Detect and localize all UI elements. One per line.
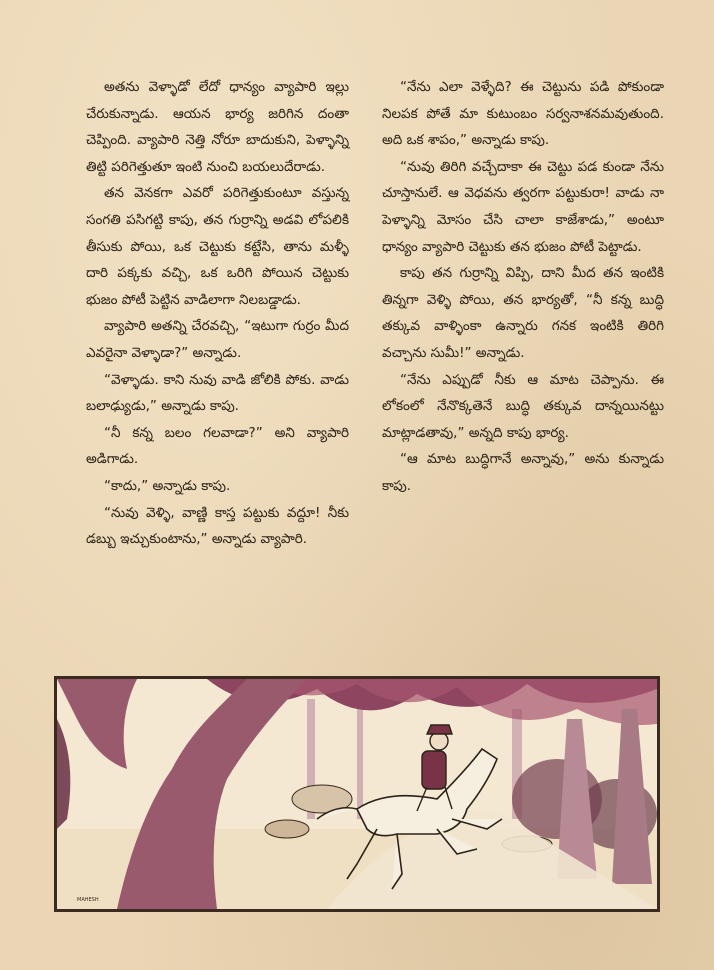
paragraph: అతను వెళ్ళాడో లేదో ధాన్యం వ్యాపారి ఇల్లు చేరుకున్నాడు. ఆయన భార్య జరిగిన దంతా చెప్పింది. వ్యాపారి నెత్తి నోరూ బాదుకుని, పెళ్ళాన్ని తిట్టి పరిగెత్తుతూ ఇంటి నుంచి బయలుదేరాడు.: [86, 79, 349, 175]
paragraph: కాపు తన గుర్రాన్ని విప్పి, దాని మీద తన ఇంటికి తిన్నగా వెళ్ళి పోయి, తన భార్యతో, “నీ కన్న బుద్ధి తక్కువ వాళ్ళింకా ఉన్నారు గనక ఇంటికి తిరిగి వచ్చాను సుమీ!” అన్నాడు.: [382, 265, 664, 361]
paragraph: “నువు తిరిగి వచ్చేదాకా ఈ చెట్టు పడ కుండా నేను చూస్తానులే. ఆ వెధవను త్వరగా పట్టుకురా! వాడు నా పెళ్ళాన్ని మోసం చేసి చాలా కాజేశాడు,” అంటూ ధాన్యం వ్యాపారి చెట్టుకు తన భుజం పోటీ పెట్టాడు.: [382, 158, 664, 255]
paragraph: “నీ కన్న బలం గలవాడా?” అని వ్యాపారి అడిగాడు.: [86, 424, 349, 468]
paragraph: “నేను ఎలా వెళ్ళేది? ఈ చెట్టును పడి పోకుండా నిలపక పోతే మా కుటుంబం సర్వనాశనమవుతుంది. అది ఒక శాపం,” అన్నాడు కాపు.: [382, 79, 664, 149]
forest-rider-illustration: [54, 676, 660, 912]
paragraph: తన వెనకగా ఎవరో పరిగెత్తుకుంటూ వస్తున్న సంగతి పసిగట్టి కాపు, తన గుర్రాన్ని అడవి లోపలికి తీసుకు పోయి, ఒక చెట్టుకు కట్టేసి, తాను మళ్ళీ దారి పక్కకు వచ్చి, ఒక ఒరిగి పోయిన చెట్టుకు భుజం పోటీ పెట్టిన వాడిలాగా నిలబడ్డాడు.: [86, 185, 349, 308]
paragraph: “కాదు,” అన్నాడు కాపు.: [104, 477, 231, 494]
right-column: [382, 74, 664, 500]
artist-signature: MAHESH: [77, 897, 99, 903]
paragraph: వ్యాపారి అతన్ని చేరవచ్చి, “ఇటుగా గుర్రం మీద ఎవరైనా వెళ్ళాడా?” అన్నాడు.: [86, 318, 349, 361]
paragraph: “నేను ఎప్పుడో నీకు ఆ మాట చెప్పాను. ఈ లోకంలో నేనొక్కతెనే బుద్ధి తక్కువ దాన్నయినట్టు మాట్లాడతావు,” అన్నది కాపు భార్య.: [382, 371, 664, 441]
illustration-svg: [57, 679, 657, 909]
paragraph: “వెళ్ళాడు. కాని నువు వాడి జోలికి పోకు. వాడు బలాఢ్యుడు,” అన్నాడు కాపు.: [86, 371, 349, 415]
left-column: [86, 74, 349, 553]
paragraph: “ఆ మాట బుద్ధిగానే అన్నావు,” అను కున్నాడు కాపు.: [382, 451, 664, 494]
paragraph: “నువు వెళ్ళి, వాణ్ణి కాస్త పట్టుకు వద్దూ! నీకు డబ్బు ఇచ్చుకుంటాను,” అన్నాడు వ్యాపారి.: [86, 504, 349, 548]
